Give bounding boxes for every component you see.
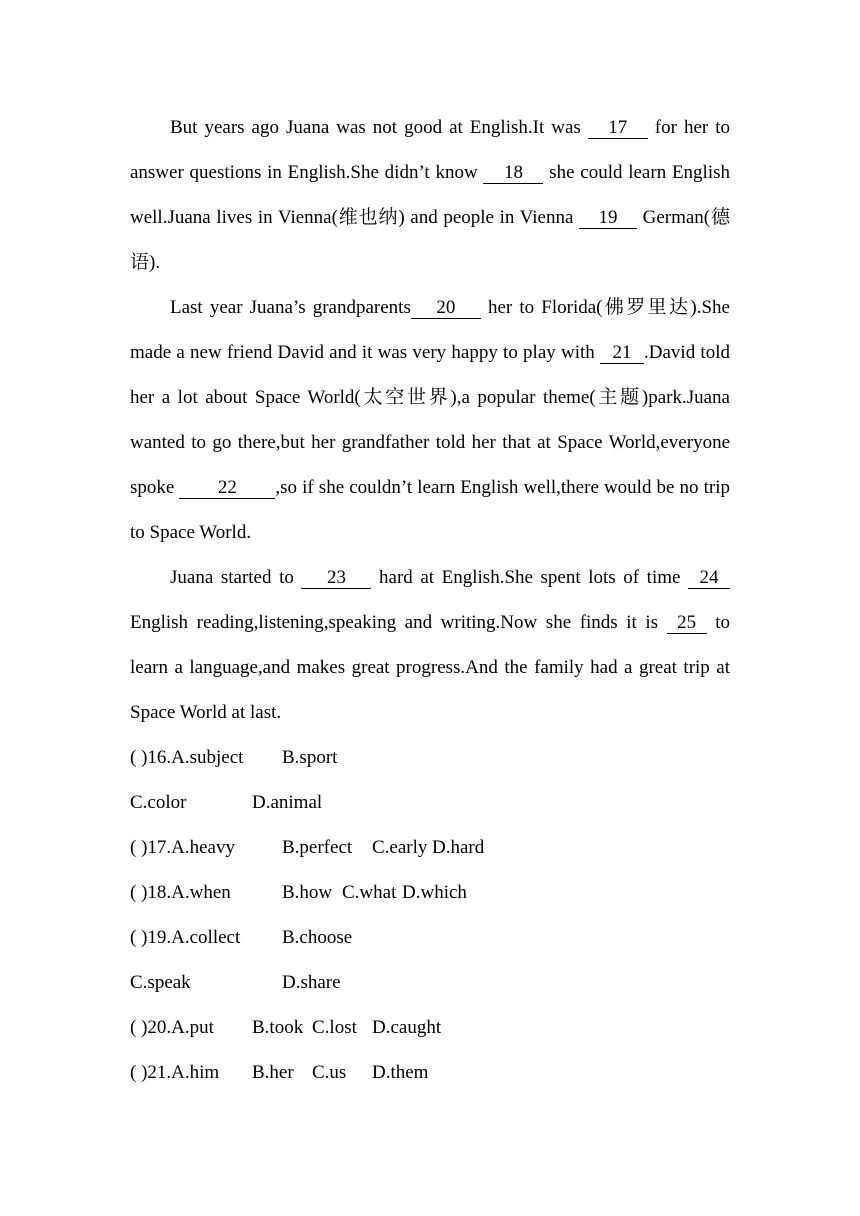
blank-24: 24 (688, 568, 730, 589)
question-17-option-c: C.early (372, 837, 428, 858)
question-16-option-c: C.color (130, 792, 187, 813)
blank-23: 23 (301, 568, 371, 589)
blank-19: 19 (579, 208, 637, 229)
text-run: German(德语). (130, 207, 730, 273)
blank-21: 21 (600, 343, 644, 364)
blank-25: 25 (667, 613, 707, 634)
text-run: English reading,listening,speaking and writing.Now she finds it is (130, 612, 667, 633)
question-19-option-c: C.speak (130, 972, 191, 993)
question-20-option-a: ( )20.A.put (130, 1017, 214, 1038)
question-16-cont (130, 780, 730, 825)
text-run: ,so if she couldn’t learn English well,there would be no trip to Space World. (130, 477, 730, 543)
question-21-option-a: ( )21.A.him (130, 1062, 220, 1083)
text-run: to learn a language,and makes great progress.And the family had a great trip at Space World at last. (130, 612, 730, 723)
question-17-option-d: D.hard (432, 837, 485, 858)
question-19-option-b: B.choose (282, 927, 353, 948)
question-20-option-c: C.lost (312, 1017, 357, 1038)
question-18-option-c: C.what (342, 882, 397, 903)
question-17-option-b: B.perfect (282, 837, 353, 858)
question-17 (130, 825, 730, 870)
passage-paragraph-2 (130, 285, 730, 555)
question-21-option-d: D.them (372, 1062, 429, 1083)
question-16 (130, 735, 730, 780)
question-20 (130, 1005, 730, 1050)
text-run: Last year Juana’s grandparents (170, 297, 411, 318)
question-17-option-a: ( )17.A.heavy (130, 837, 235, 858)
question-16-option-d: D.animal (252, 792, 323, 813)
question-19-cont (130, 960, 730, 1005)
question-16-option-a: ( )16.A.subject (130, 747, 244, 768)
blank-20: 20 (411, 298, 481, 319)
text-run: she could learn English well.Juana lives in Vienna(维也纳) and people in Vienna (130, 162, 731, 228)
question-18 (130, 870, 730, 915)
text-run: hard at English.She spent lots of time (371, 567, 689, 588)
question-21 (130, 1050, 730, 1095)
question-20-option-d: D.caught (372, 1017, 442, 1038)
question-18-option-d: D.which (402, 882, 467, 903)
text-run: .David told her a lot about Space World(太空世界),a popular theme(主题)park.Juana wanted to go there,but her grandfather told her that at Space World,everyone spoke (130, 342, 730, 498)
text-run: Juana started to (170, 567, 302, 588)
question-20-option-b: B.took (252, 1017, 304, 1038)
question-19 (130, 915, 730, 960)
passage-paragraph-1 (130, 105, 730, 285)
question-21-option-b: B.her (252, 1062, 294, 1083)
question-18-option-a: ( )18.A.when (130, 882, 231, 903)
text-run: for her to answer questions in English.She didn’t know (130, 117, 731, 183)
question-19-option-a: ( )19.A.collect (130, 927, 241, 948)
question-18-option-b: B.how (282, 882, 333, 903)
text-run: But years ago Juana was not good at English.It was (170, 117, 588, 138)
question-19-option-d: D.share (282, 972, 341, 993)
passage-paragraph-3 (130, 555, 730, 735)
question-21-option-c: C.us (312, 1062, 347, 1083)
blank-22: 22 (179, 478, 275, 499)
blank-18: 18 (483, 163, 543, 184)
question-16-option-b: B.sport (282, 747, 338, 768)
blank-17: 17 (588, 118, 648, 139)
text-run: her to Florida(佛罗里达).She made a new friend David and it was very happy to play with (130, 297, 730, 363)
